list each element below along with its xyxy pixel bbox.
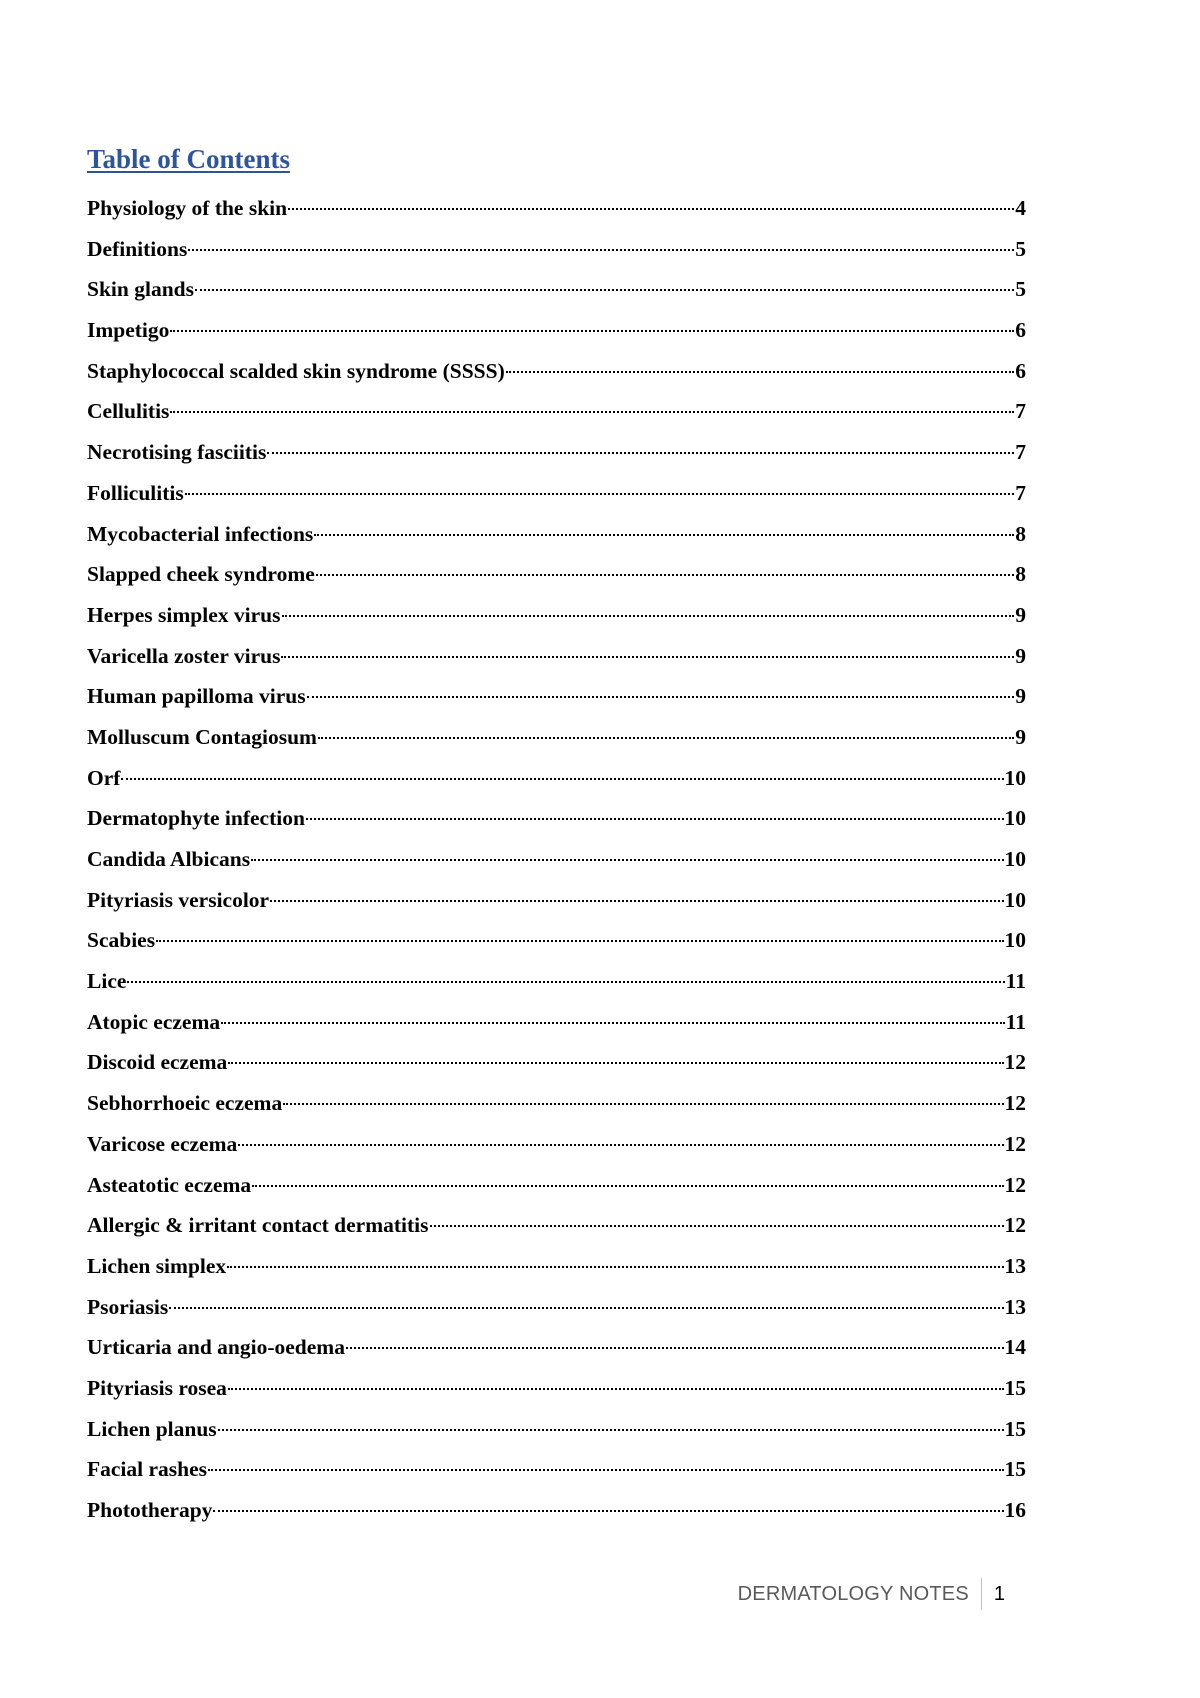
- toc-title: Table of Contents: [87, 144, 291, 174]
- toc-entry[interactable]: [87, 805, 1026, 846]
- toc-entry-page-number: 12: [1004, 1172, 1026, 1197]
- toc-entry[interactable]: [87, 1131, 1026, 1172]
- toc-entry[interactable]: [87, 846, 1026, 887]
- toc-entry-label: Dermatophyte infection: [87, 806, 305, 831]
- toc-entry-page-number: 15: [1004, 1457, 1026, 1482]
- toc-entry-label: Discoid eczema: [87, 1050, 228, 1075]
- toc-entry-label: Physiology of the skin: [87, 196, 288, 220]
- toc-entry-label: Sebhorrhoeic eczema: [87, 1091, 283, 1116]
- toc-entry[interactable]: [87, 480, 1026, 521]
- toc-dot-leader: [252, 1185, 1003, 1187]
- toc-entry[interactable]: [87, 236, 1026, 277]
- toc-entry-page-number: 9: [1015, 684, 1026, 709]
- toc-entry-label: Pityriasis versicolor: [87, 887, 270, 912]
- toc-entry[interactable]: [87, 927, 1026, 968]
- toc-dot-leader: [169, 1307, 1003, 1309]
- toc-entry[interactable]: [87, 1090, 1026, 1131]
- toc-entry[interactable]: [87, 195, 1026, 236]
- toc-entry-label: Psoriasis: [87, 1294, 169, 1319]
- toc-entry[interactable]: [87, 602, 1026, 643]
- toc-dot-leader: [170, 411, 1014, 413]
- toc-entry[interactable]: [87, 765, 1026, 806]
- toc-entry-page-number: 10: [1004, 887, 1026, 912]
- toc-entry-label: Lichen planus: [87, 1416, 217, 1441]
- toc-entry-page-number: 8: [1015, 521, 1026, 546]
- toc-entry-label: Skin glands: [87, 277, 194, 302]
- page-footer: [738, 1578, 1005, 1610]
- toc-entry-page-number: 7: [1015, 480, 1026, 505]
- toc-entry-page-number: 12: [1004, 1091, 1026, 1116]
- toc-entry[interactable]: [87, 1172, 1026, 1213]
- toc-dot-leader: [314, 534, 1014, 536]
- toc-entry-page-number: 9: [1015, 602, 1026, 627]
- toc-dot-leader: [282, 615, 1015, 617]
- toc-dot-leader: [127, 981, 1004, 983]
- toc-entry[interactable]: [87, 887, 1026, 928]
- toc-entry-label: Scabies: [87, 928, 156, 953]
- toc-entry[interactable]: [87, 521, 1026, 562]
- toc-dot-leader: [221, 1022, 1005, 1024]
- toc-dot-leader: [346, 1347, 1004, 1349]
- toc-dot-leader: [213, 1510, 1003, 1512]
- toc-entry-page-number: 14: [1004, 1335, 1026, 1360]
- toc-entry[interactable]: [87, 724, 1026, 765]
- toc-entry-page-number: 10: [1004, 806, 1026, 831]
- toc-entry-label: Molluscum Contagiosum: [87, 724, 317, 749]
- toc-dot-leader: [506, 371, 1015, 373]
- toc-entry-page-number: 6: [1015, 318, 1026, 343]
- toc-entry-label: Cellulitis: [87, 399, 170, 424]
- toc-entry-page-number: 12: [1004, 1131, 1026, 1156]
- toc-entry[interactable]: [87, 1212, 1026, 1253]
- toc-entry[interactable]: [87, 1416, 1026, 1457]
- toc-entry-label: Allergic & irritant contact dermatitis: [87, 1213, 429, 1238]
- toc-entry-page-number: 10: [1004, 765, 1026, 790]
- toc-dot-leader: [251, 859, 1003, 861]
- toc-dot-leader: [288, 208, 1014, 210]
- footer-separator: [981, 1578, 982, 1610]
- toc-entry-page-number: 15: [1004, 1416, 1026, 1441]
- toc-entry[interactable]: [87, 439, 1026, 480]
- footer-title: DERMATOLOGY NOTES: [737, 1583, 969, 1605]
- toc-entry-label: Phototherapy: [87, 1498, 213, 1522]
- toc-entry-page-number: 13: [1004, 1253, 1026, 1278]
- toc-entry-label: Atopic eczema: [87, 1009, 221, 1034]
- toc-dot-leader: [227, 1266, 1003, 1268]
- toc-dot-leader: [316, 574, 1014, 576]
- toc-entry-page-number: 16: [1004, 1498, 1026, 1522]
- toc-entry-label: Staphylococcal scalded skin syndrome (SSSS): [87, 358, 505, 383]
- toc-entry[interactable]: [87, 398, 1026, 439]
- toc-entry-page-number: 12: [1004, 1213, 1026, 1238]
- toc-entry-label: Urticaria and angio-oedema: [87, 1335, 345, 1360]
- toc-dot-leader: [228, 1388, 1004, 1390]
- toc-entry-page-number: 13: [1004, 1294, 1026, 1319]
- toc-dot-leader: [283, 1103, 1003, 1105]
- toc-entry[interactable]: [87, 643, 1026, 684]
- toc-entry-label: Lichen simplex: [87, 1253, 227, 1278]
- toc-dot-leader: [238, 1144, 1003, 1146]
- toc-entry[interactable]: [87, 317, 1026, 358]
- toc-dot-leader: [430, 1225, 1004, 1227]
- toc-entry-label: Orf: [87, 765, 121, 790]
- toc-dot-leader: [218, 1429, 1004, 1431]
- toc-entry-page-number: 12: [1004, 1050, 1026, 1075]
- toc-dot-leader: [318, 737, 1014, 739]
- toc-entry-page-number: 11: [1005, 1009, 1026, 1034]
- toc-entry-label: Varicose eczema: [87, 1131, 238, 1156]
- toc-entry-page-number: 15: [1004, 1375, 1026, 1400]
- toc-dot-leader: [170, 330, 1014, 332]
- toc-entry-label: Varicella zoster virus: [87, 643, 281, 668]
- toc-entry-page-number: 9: [1015, 724, 1026, 749]
- toc-entry-label: Impetigo: [87, 318, 170, 343]
- toc-entry[interactable]: [87, 1049, 1026, 1090]
- toc-entry-label: Lice: [87, 969, 127, 994]
- toc-entry[interactable]: [87, 1334, 1026, 1375]
- toc-entry-page-number: 5: [1015, 236, 1026, 261]
- toc-entry-page-number: 8: [1015, 562, 1026, 587]
- toc-entry-label: Human papilloma virus: [87, 684, 306, 709]
- footer-page-number: 1: [993, 1583, 1005, 1605]
- toc-entry[interactable]: [87, 1456, 1026, 1497]
- toc-entry[interactable]: [87, 1375, 1026, 1416]
- toc-dot-leader: [270, 900, 1003, 902]
- toc-dot-leader: [307, 696, 1015, 698]
- toc-entry-page-number: 4: [1015, 196, 1026, 220]
- toc-dot-leader: [281, 656, 1014, 658]
- toc-entry[interactable]: [87, 683, 1026, 724]
- toc-entry[interactable]: [87, 1497, 1026, 1538]
- toc-dot-leader: [306, 818, 1004, 820]
- toc-entry-label: Herpes simplex virus: [87, 602, 281, 627]
- toc-entry-label: Pityriasis rosea: [87, 1375, 227, 1400]
- toc-entry[interactable]: [87, 561, 1026, 602]
- toc-entry[interactable]: [87, 358, 1026, 399]
- toc-entry-page-number: 6: [1015, 358, 1026, 383]
- toc-entry-page-number: 11: [1005, 969, 1026, 994]
- toc-entry-label: Folliculitis: [87, 480, 184, 505]
- toc-dot-leader: [121, 778, 1003, 780]
- toc-entry[interactable]: [87, 968, 1026, 1009]
- toc-dot-leader: [156, 940, 1003, 942]
- toc-dot-leader: [195, 289, 1014, 291]
- toc-entry-page-number: 5: [1015, 277, 1026, 302]
- toc-dot-leader: [228, 1062, 1003, 1064]
- toc-dot-leader: [188, 249, 1014, 251]
- toc-entry-page-number: 7: [1015, 440, 1026, 465]
- toc-entry[interactable]: [87, 1009, 1026, 1050]
- toc-entry-label: Candida Albicans: [87, 847, 251, 871]
- toc-entry-page-number: 9: [1015, 643, 1026, 668]
- toc-list: [87, 195, 1026, 1538]
- toc-entry-label: Facial rashes: [87, 1457, 208, 1482]
- toc-entry[interactable]: [87, 1294, 1026, 1335]
- toc-entry-label: Necrotising fasciitis: [87, 440, 267, 465]
- toc-entry-page-number: 10: [1004, 928, 1026, 953]
- toc-entry[interactable]: [87, 276, 1026, 317]
- toc-entry-label: Definitions: [87, 236, 188, 261]
- toc-dot-leader: [267, 452, 1014, 454]
- toc-entry-label: Slapped cheek syndrome: [87, 562, 315, 587]
- toc-entry-page-number: 10: [1004, 847, 1026, 871]
- toc-entry-label: Asteatotic eczema: [87, 1172, 252, 1197]
- toc-dot-leader: [208, 1469, 1003, 1471]
- toc-entry-page-number: 7: [1015, 399, 1026, 424]
- toc-dot-leader: [185, 493, 1015, 495]
- toc-entry-label: Mycobacterial infections: [87, 521, 314, 546]
- toc-entry[interactable]: [87, 1253, 1026, 1294]
